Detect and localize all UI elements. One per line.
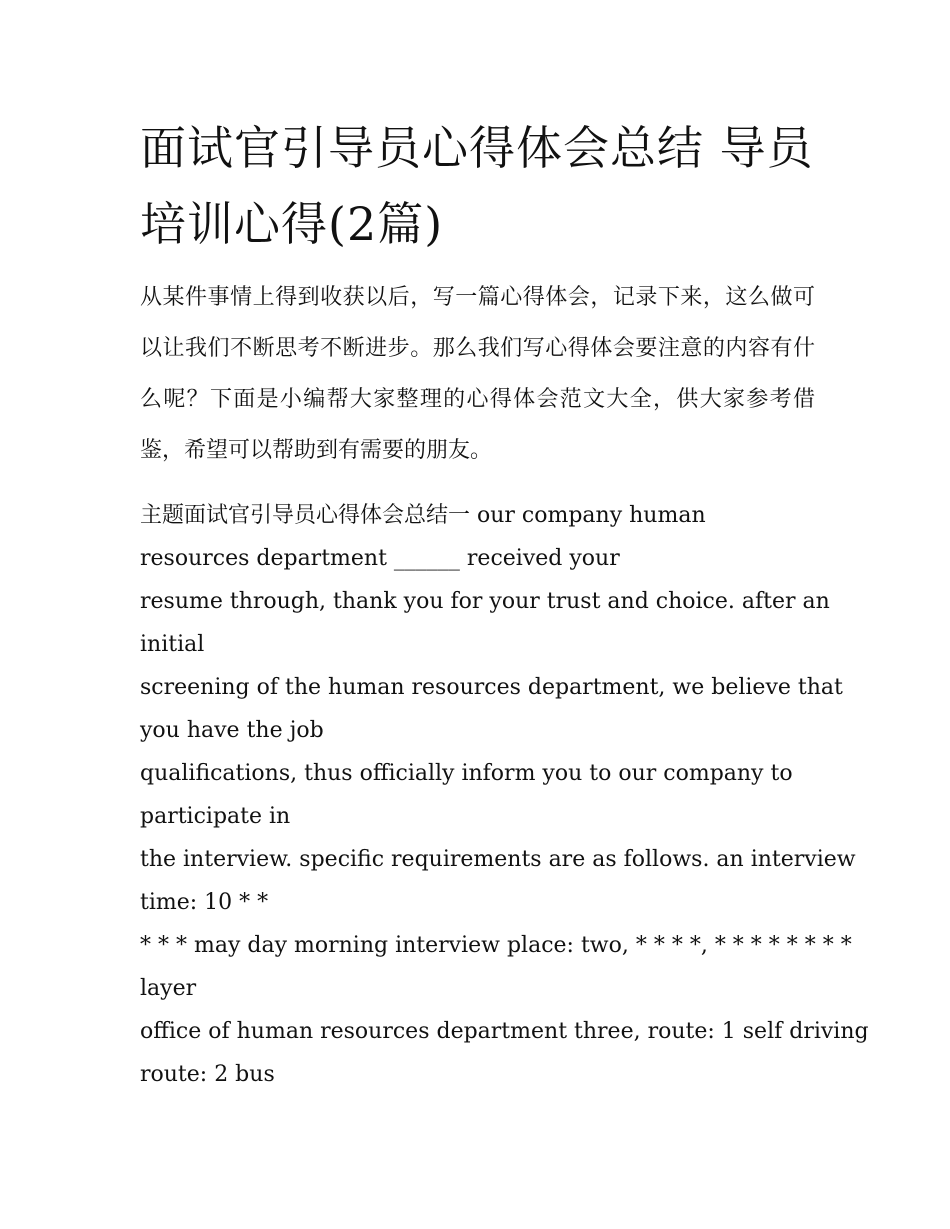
body-line: route: 2 bus: [140, 1062, 275, 1087]
body-line: office of human resources department three, route: 1 self driving: [140, 1019, 869, 1044]
body-line: initial: [140, 632, 205, 657]
body-line: time: 10 * *: [140, 890, 269, 915]
body-line: you have the job: [140, 718, 324, 743]
body-text: [140, 494, 869, 1096]
body-line: resources department ______ received your: [140, 546, 620, 571]
document-page: [140, 110, 869, 1096]
body-line: the interview. specific requirements are as follows. an interview: [140, 847, 856, 872]
document-title: 面试官引导员心得体会总结 导员培训心得(2篇): [140, 121, 814, 251]
body-line: screening of the human resources department, we believe that: [140, 675, 843, 700]
body-line: 主题面试官引导员心得体会总结一 our company human: [140, 503, 706, 528]
body-line: * * * may day morning interview place: two, * * * *, * * * * * * * *: [140, 933, 852, 958]
body-line: layer: [140, 976, 197, 1001]
body-line: qualifications, thus officially inform you to our company to: [140, 761, 793, 786]
body-line: resume through, thank you for your trust and choice. after an: [140, 589, 830, 614]
body-line: participate in: [140, 804, 291, 829]
intro-paragraph: 从某件事情上得到收获以后，写一篇心得体会，记录下来，这么做可以让我们不断思考不断进步。那么我们写心得体会要注意的内容有什么呢？下面是小编帮大家整理的心得体会范文大全，供大家参考借鉴，希望可以帮助到有需要的朋友。: [140, 285, 815, 463]
